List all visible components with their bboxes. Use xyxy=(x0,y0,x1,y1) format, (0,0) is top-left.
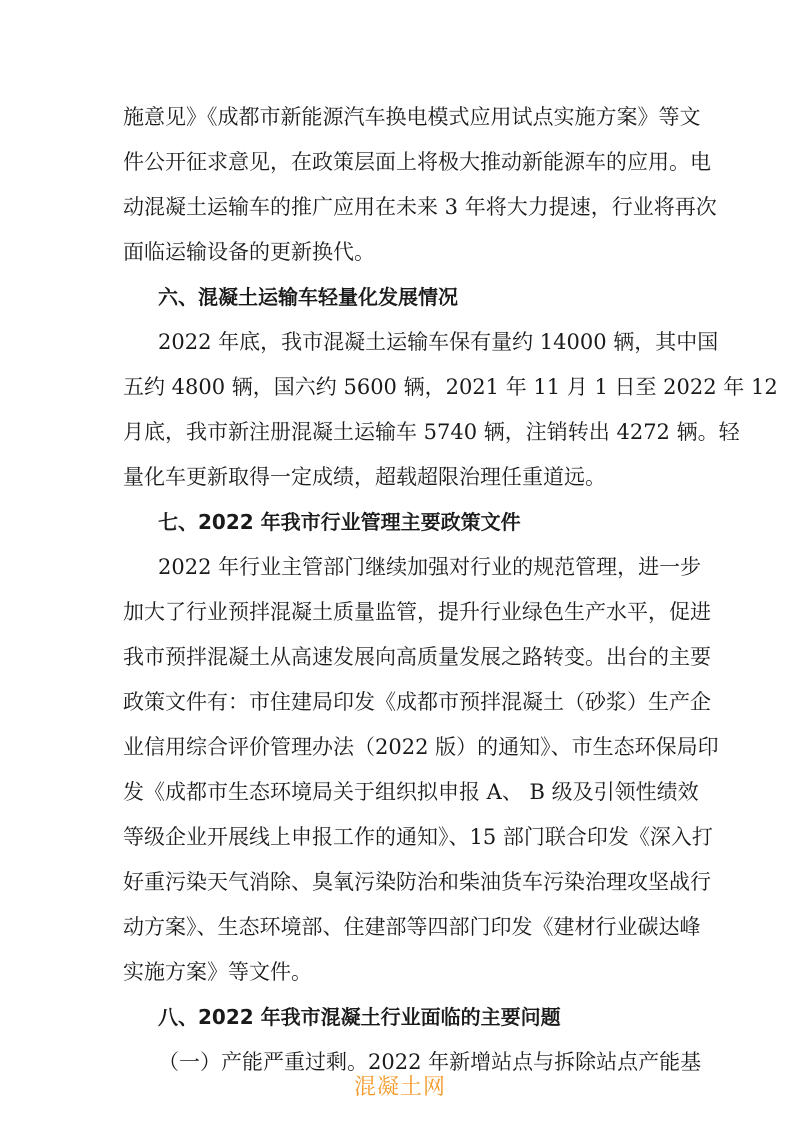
paragraph-line: 月底，我市新注册混凝土运输车 5740 辆，注销转出 4272 辆。轻 xyxy=(123,420,740,444)
paragraph-line: 好重污染天气消除、臭氧污染防治和柴油货车污染治理攻坚战行 xyxy=(123,870,711,894)
paragraph-line: 动方案》、生态环境部、住建部等四部门印发《建材行业碳达峰 xyxy=(123,915,701,939)
section-heading: 七、2022 年我市行业管理主要政策文件 xyxy=(158,510,521,534)
site-watermark: 混凝土网 xyxy=(353,1075,446,1100)
paragraph-line: 动混凝土运输车的推广应用在未来 3 年将大力提速，行业将再次 xyxy=(123,195,717,219)
paragraph-line: （一）产能严重过剩。2022 年新增站点与拆除站点产能基 xyxy=(158,1050,702,1074)
paragraph-line: 我市预拌混凝土从高速发展向高质量发展之路转变。出台的主要 xyxy=(123,645,711,669)
paragraph-line: 业信用综合评价管理办法（2022 版）的通知》、市生态环保局印 xyxy=(123,735,719,759)
section-heading: 六、混凝土运输车轻量化发展情况 xyxy=(158,285,458,309)
paragraph-line: 2022 年行业主管部门继续加强对行业的规范管理，进一步 xyxy=(158,555,702,579)
paragraph-line: 量化车更新取得一定成绩，超载超限治理任重道远。 xyxy=(123,465,606,489)
paragraph-line: 件公开征求意见，在政策层面上将极大推动新能源车的应用。电 xyxy=(123,150,711,174)
paragraph-line: 加大了行业预拌混凝土质量监管，提升行业绿色生产水平，促进 xyxy=(123,600,711,624)
paragraph-line: 实施方案》等文件。 xyxy=(123,960,312,984)
paragraph-line: 发《成都市生态环境局关于组织拟申报 A、 B 级及引领性绩效 xyxy=(123,780,699,804)
paragraph-line: 2022 年底，我市混凝土运输车保有量约 14000 辆，其中国 xyxy=(158,330,719,354)
section-heading: 八、2022 年我市混凝土行业面临的主要问题 xyxy=(158,1005,561,1029)
paragraph-line: 等级企业开展线上申报工作的通知》、15 部门联合印发《深入打 xyxy=(123,825,713,849)
paragraph-line: 政策文件有：市住建局印发《成都市预拌混凝土（砂浆）生产企 xyxy=(123,690,711,714)
paragraph-line: 五约 4800 辆，国六约 5600 辆，2021 年 11 月 1 日至 2022 年 12 xyxy=(123,375,778,399)
paragraph-line: 面临运输设备的更新换代。 xyxy=(123,240,375,264)
paragraph-line: 施意见》《成都市新能源汽车换电模式应用试点实施方案》等文 xyxy=(123,105,701,129)
